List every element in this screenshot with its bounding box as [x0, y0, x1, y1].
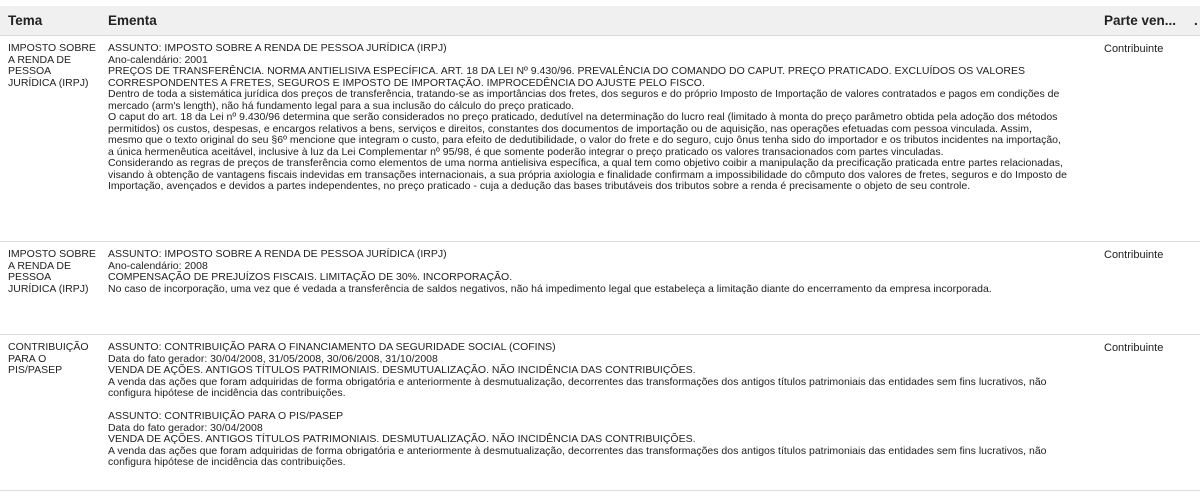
cell-tema: IMPOSTO SOBRE A RENDA DE PESSOA JURÍDICA (IRPJ): [8, 42, 96, 89]
ementa-line: COMPENSAÇÃO DE PREJUÍZOS FISCAIS. LIMITAÇÃO DE 30%. INCORPORAÇÃO.: [108, 271, 513, 283]
cell-tema: CONTRIBUIÇÃO PARA O PIS/PASEP: [8, 341, 89, 376]
table-row[interactable]: [0, 37, 1200, 242]
cell-ementa: [108, 43, 1068, 193]
cell-ementa: [108, 249, 1068, 295]
ementa-line: ASSUNTO: CONTRIBUIÇÃO PARA O PIS/PASEP: [108, 410, 344, 422]
ementa-line: Data do fato gerador: 30/04/2008, 31/05/2008, 30/06/2008, 31/10/2008: [108, 352, 438, 365]
column-header-tema[interactable]: Tema: [8, 13, 43, 28]
cell-ementa: [108, 342, 1068, 469]
ementa-line: VENDA DE AÇÕES. ANTIGOS TÍTULOS PATRIMONIAIS. DESMUTUALIZAÇÃO. NÃO INCIDÊNCIA DAS CONTRIBUIÇÕES.: [108, 364, 696, 376]
ementa-line: Data do fato gerador: 30/04/2008: [108, 421, 263, 434]
cell-parte-vencedora: Contribuinte: [1104, 43, 1164, 55]
ementa-line: A venda das ações que foram adquiridas de forma obrigatória e anteriormente à desmutualização, decorrentes das transformações dos antigos títulos patrimoniais das entidades sem fins lucrativos, não configura hipótese de incidência das contribuições.: [108, 444, 1047, 468]
ementa-line: ASSUNTO: CONTRIBUIÇÃO PARA O FINANCIAMENTO DA SEGURIDADE SOCIAL (COFINS): [108, 341, 556, 353]
ementa-line: A venda das ações que foram adquiridas de forma obrigatória e anteriormente à desmutualização, decorrentes das transformações dos antigos títulos patrimoniais das entidades sem fins lucrativos, não configura hipótese de incidência das contribuições.: [108, 375, 1047, 399]
ementa-line: Dentro de toda a sistemática jurídica dos preços de transferência, tratando-se as importâncias dos fretes, dos seguros e do próprio Imposto de Importação de valores contratados e pagos em condições de mercado (arm's length), não há fundamento legal para a sua inclusão do cálculo do preço praticado.: [108, 88, 1060, 112]
table-row[interactable]: [0, 243, 1200, 335]
ementa-line: Ano-calendário: 2001: [108, 53, 208, 66]
column-header-parte-vencedora[interactable]: Parte ven...: [1104, 13, 1177, 28]
ementa-line: ASSUNTO: IMPOSTO SOBRE A RENDA DE PESSOA JURÍDICA (IRPJ): [108, 42, 447, 54]
ementa-line: Considerando as regras de preços de transferência como elementos de uma norma antielisiva específica, a qual tem como objetivo coibir a manipulação da precificação praticada entre partes relacionadas, visando à obtenção de vantagens fiscais indevidas em transações internacionais, a sua própria axiologia e finalidade confirmam a impossibilidade do cômputo dos valores de fretes, seguros e do Imposto de Importação, avençados e devidos a partes independentes, no preço praticado - cuja a dedução das bases tributáveis dos tributos sobre a renda é precisamente o objeto de seu controle.: [108, 157, 1067, 192]
ementa-line: No caso de incorporação, uma vez que é vedada a transferência de saldos negativos, não há impedimento legal que estabeleça a limitação diante do encerramento da empresa incorporada.: [108, 282, 992, 295]
ementa-line: VENDA DE AÇÕES. ANTIGOS TÍTULOS PATRIMONIAIS. DESMUTUALIZAÇÃO. NÃO INCIDÊNCIA DAS CONTRIBUIÇÕES.: [108, 433, 696, 445]
column-header-ementa[interactable]: Ementa: [108, 13, 157, 28]
column-header-more[interactable]: .: [1194, 13, 1198, 28]
ementa-line: O caput do art. 18 da Lei nº 9.430/96 determina que serão considerados no preço praticado, dedutível na determinação do lucro real (limitado à monta do preço parâmetro obtida pela adoção dos métodos permitidos) os custos, despesas, e encargos relativos a bens, serviços e direitos, constantes dos documentos de importação ou de aquisição, nas operações efetuadas com pessoa vinculada. Assim, mesmo que o texto original do seu §6º mencione que integram o custo, para efeito de dedutibilidade, o valor do frete e do seguro, cujo ônus tenha sido do importador e os tributos incidentes na importação, a única hermenêutica aceitável, inclusive à luz da Lei Complementar nº 95/98, é que somente poderão integrar o preço praticado os valores transacionados com partes vinculadas.: [108, 111, 1061, 158]
ementa-line: PREÇOS DE TRANSFERÊNCIA. NORMA ANTIELISIVA ESPECÍFICA. ART. 18 DA LEI Nº 9.430/96. PREVALÊNCIA DO COMANDO DO CAPUT. PREÇO PRATICADO. EXCLUÍDOS OS VALORES CORRESPONDENTES A FRETES, SEGUROS E IMPOSTO DE IMPORTAÇÃO. IMPROCEDÊNCIA DO AJUSTE PELO FISCO.: [108, 65, 1026, 89]
cell-tema: IMPOSTO SOBRE A RENDA DE PESSOA JURÍDICA (IRPJ): [8, 248, 96, 295]
ementa-line: ASSUNTO: IMPOSTO SOBRE A RENDA DE PESSOA JURÍDICA (IRPJ): [108, 248, 447, 260]
cell-parte-vencedora: Contribuinte: [1104, 249, 1164, 261]
ementa-line: Ano-calendário: 2008: [108, 259, 208, 272]
table-header: [0, 6, 1200, 36]
table-row[interactable]: [0, 336, 1200, 491]
cell-parte-vencedora: Contribuinte: [1104, 342, 1164, 354]
